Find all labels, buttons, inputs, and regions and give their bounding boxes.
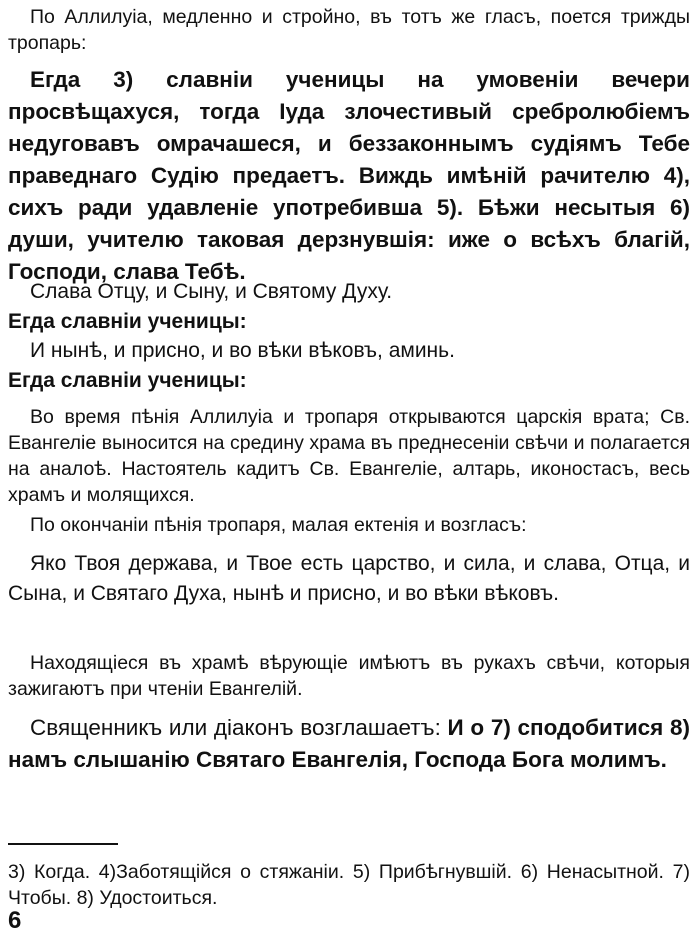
page-number: 6: [8, 907, 22, 934]
footnote-divider: [8, 843, 118, 845]
troparion-text: Егда 3) славніи ученицы на умовеніи вечери просвѣщахуся, тогда Іуда злочестивый сребролюбіемъ недуговавъ омрачашеся, и беззаконнымъ судіямъ Тебе праведнаго Судію предаетъ. Виждь имѣній рачителю 4), сихъ ради удавленіе употребивша 5). Бѣжи несытыя 6) души, учителю таковая дерзнувшія: иже о всѣхъ благій, Господи, слава Тебѣ.: [8, 67, 690, 284]
rubric-gospel-procession: Во время пѣнія Аллилуіа и тропаря открываются царскія врата; Св. Евангеліе выносится на средину храма въ преднесеніи свѣчи и полагается на аналоѣ. Настоятель кадитъ Св. Евангеліе, алтарь, иконостасъ, весь храмъ и молящихся.: [8, 406, 690, 506]
exclamation-text: Яко Твоя держава, и Твое есть царство, и сила, и слава, Отца, и Сына, и Святаго Духа, нынѣ и присно, и во вѣки вѣковъ.: [8, 552, 690, 605]
rubric-litany: По окончаніи пѣнія тропаря, малая ектенія и возгласъ:: [30, 514, 527, 536]
doxology-line: Слава Отцу, и Сыну, и Святому Духу.: [30, 280, 393, 303]
rubric-candles: Находящіеся въ храмѣ вѣрующіе имѣютъ въ рукахъ свѣчи, которыя зажигаютъ при чтеніи Евангелій.: [8, 652, 690, 700]
now-and-ever-line: И нынѣ, и присно, и во вѣки вѣковъ, аминь.: [30, 339, 455, 362]
proclamation-speaker: Священникъ или діаконъ возглашаетъ:: [30, 715, 448, 740]
proclamation-paragraph: [8, 712, 690, 776]
proclamation-words: И о 7) сподобитися 8) намъ слышанію Святаго Евангелія, Господа Бога молимъ.: [8, 715, 690, 772]
intro-paragraph: По Аллилуіа, медленно и стройно, въ тотъ же гласъ, поется трижды тропарь:: [8, 6, 690, 54]
troparion-reprise-1: Егда славніи ученицы:: [8, 310, 247, 333]
troparion-reprise-2: Егда славніи ученицы:: [8, 369, 247, 392]
footnotes: 3) Когда. 4)Заботящійся о стяжаніи. 5) Прибѣгнувшій. 6) Ненасытной. 7) Чтобы. 8) Удостоиться.: [8, 861, 690, 909]
